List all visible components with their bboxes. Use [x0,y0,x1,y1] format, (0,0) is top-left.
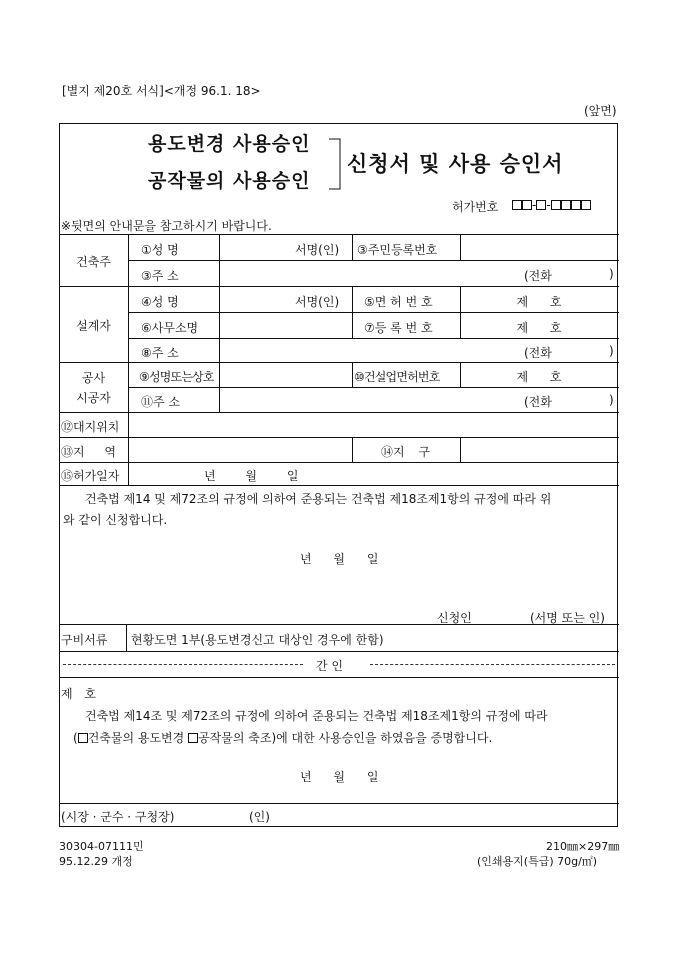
footer-size: 210㎜×297㎜ [546,840,620,853]
structure-construction-checkbox [188,733,198,743]
area-label: ⑬지 역 [61,445,116,459]
approval-statement-line2: ( 건축물의 용도변경 공작물의 축조)에 대한 사용승인을 하였음을 증명합니다. [73,731,493,745]
applicant-sign: (서명 또는 인) [530,611,605,625]
cut-line-right [370,664,615,665]
designer-license-value: 제 호 [516,295,562,309]
designer-sign: 서명(인) [295,295,340,309]
application-statement-line1: 건축법 제14 및 제72조의 규정에 의하여 준용되는 건축법 제18조제1항의 규정에 따라 위 [85,492,552,506]
footer-paper: (인쇄용지(특급) 70g/㎡) [477,855,598,868]
contractor-license-label: ⑩건설업면허번호 [354,370,440,384]
owner-id-label: ③주민등록번호 [357,243,438,257]
permit-date-value: 년 월 일 [204,469,299,483]
contractor-address-label: ⑪주 소 [141,395,180,409]
approval-authority: (시장 · 군수 · 구청장) [61,810,175,824]
owner-phone-close: ) [609,267,614,281]
applicant-label: 신청인 [437,611,472,625]
approval-number: 제 호 [61,687,96,701]
designer-registration-value: 제 호 [516,321,562,335]
designer-name-label: ④성 명 [141,295,179,309]
contractor-phone-label: (전화 [524,395,552,409]
footer-revised: 95.12.29 개정 [59,855,133,868]
side-label: (앞면) [584,104,617,118]
owner-section-label: 건축주 [76,255,111,269]
cut-label: 간 인 [316,659,343,673]
permit-date-label: ⑮허가일자 [61,469,120,483]
contractor-section-line2: 시공자 [76,391,111,405]
designer-phone-label: (전화 [524,346,552,360]
owner-phone-label: (전화 [524,269,552,283]
designer-section-label: 설계자 [76,319,111,333]
contractor-section-line1: 공사 [81,371,106,385]
owner-address-label: ③주 소 [141,269,179,283]
permit-number-label: 허가번호 [452,200,499,214]
designer-registration-label: ⑦등 록 번 호 [364,321,433,335]
title-line1: 용도변경 사용승인 [148,133,311,155]
designer-office-label: ⑥사무소명 [141,321,199,335]
owner-name-label: ①성 명 [141,243,179,257]
documents-value: 현황도면 1부(용도변경신고 대상인 경우에 한함) [131,633,384,647]
cut-line-left [63,664,303,665]
approval-date: 년 월 일 [300,770,379,784]
contractor-name-label: ⑨성명또는상호 [139,370,214,384]
notice: ※뒷면의 안내문을 참고하시기 바랍니다. [61,219,272,233]
designer-license-label: ⑤면 허 번 호 [364,295,433,309]
documents-label: 구비서류 [61,633,108,647]
application-statement-line2: 와 같이 신청합니다. [63,513,168,527]
owner-sign: 서명(인) [295,243,340,257]
site-location-label: ⑫대지위치 [61,420,120,434]
title-line2: 공작물의 사용승인 [148,170,311,192]
title-main: 신청서 및 사용 승인서 [347,151,564,176]
designer-phone-close: ) [609,344,614,358]
form-reference: [별지 제20호 서식]<개정 96.1. 18> [62,84,261,98]
designer-address-label: ⑧주 소 [141,346,179,360]
approval-statement-line1: 건축법 제14조 및 제72조의 규정에 의하여 준용되는 건축법 제18조제1항의 규정에 따라 [85,709,548,723]
contractor-phone-close: ) [609,393,614,407]
footer-form-code: 30304-07111민 [59,840,144,853]
title-bracket [328,138,344,190]
approval-seal: (인) [249,810,270,824]
application-date: 년 월 일 [300,552,379,566]
permit-number-boxes: - - [512,198,591,212]
district-label: ⑭지 구 [381,445,430,459]
building-use-change-checkbox [78,733,88,743]
contractor-license-value: 제 호 [516,370,562,384]
